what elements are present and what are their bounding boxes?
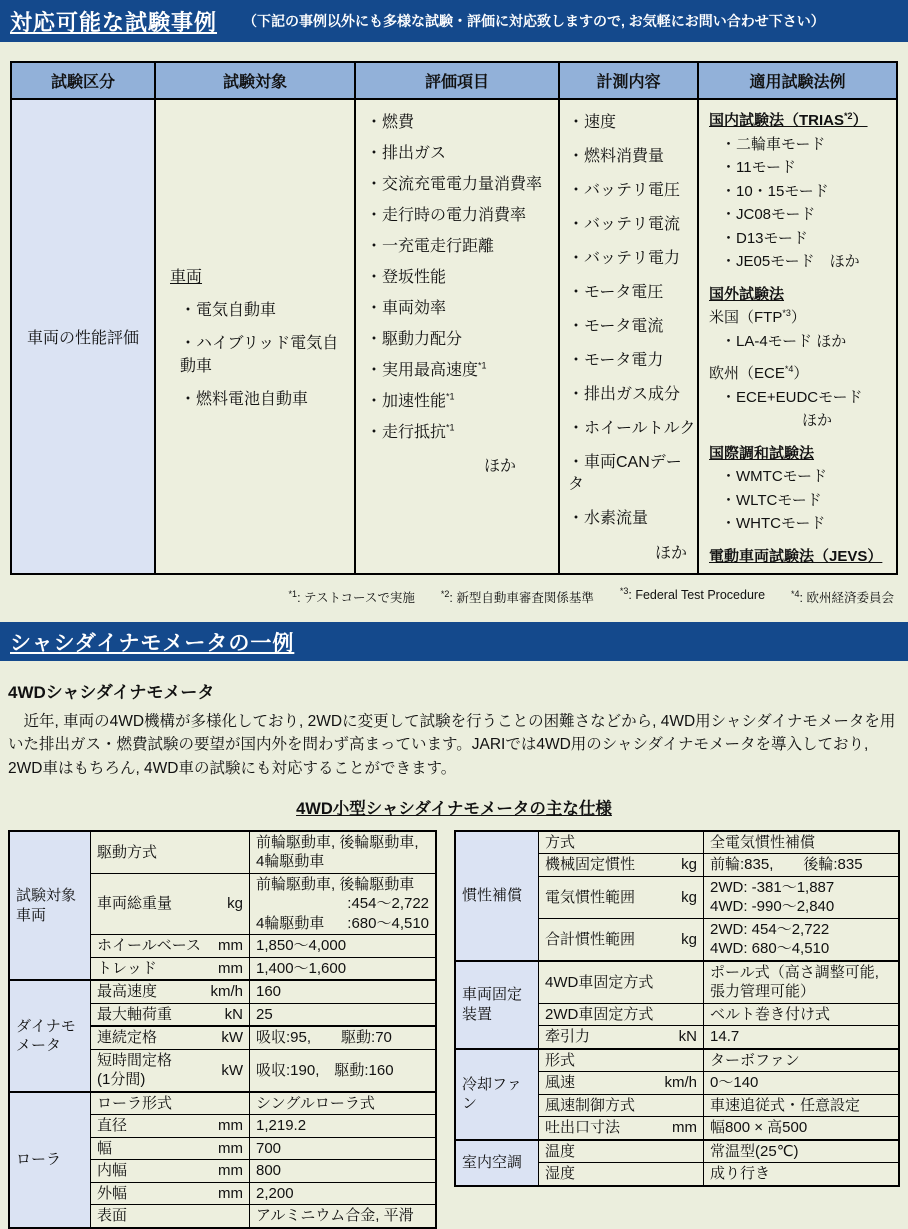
spec-attr-unit: mm [218, 1162, 243, 1180]
spec-attr-label: 湿度 [545, 1165, 576, 1183]
spec-table-title: 4WD小型シャシダイナモメータの主な仕様 [296, 799, 612, 818]
spec-attr [91, 1049, 250, 1092]
spec-value: 2WD: -381～1,887 4WD: -990～2,840 [704, 876, 899, 918]
footnote: $^{*2}$: 新型自動車審査関係基準 [440, 588, 594, 605]
measurement-item: ・バッテリ電流 [568, 216, 681, 233]
spec-attr-label: 短時間定格 (1分間) [97, 1051, 173, 1089]
test-target-cell [154, 100, 354, 573]
spec-attr [91, 935, 250, 958]
spec-value: 1,850～4,000 [250, 935, 437, 958]
section-paragraph: 近年, 車両の4WD機構が多様化しており, 2WDに変更して試験を行うことの困難さなどから, 4WD用シャシダイナモメータを用いた排出ガス・燃費試験の要望が国内外を問わず高まっています。JARIでは4WD用のシャシダイナモメータを導入しており, 2WD車はもちろん, 4WD車の試験にも対応することができます。 [8, 713, 896, 777]
measurement-item: ・速度 [568, 114, 617, 131]
spec-attr-unit: kW [221, 1061, 243, 1079]
test-method-entry: ・10・15モード [721, 182, 829, 200]
test-methods-cell [697, 100, 896, 573]
spec-row [9, 980, 436, 1003]
spec-attr-unit: mm [218, 1117, 243, 1135]
spec-attr-unit: kN [678, 1028, 698, 1046]
footnote: $^{*3}$: Federal Test Procedure [619, 585, 766, 602]
spec-attr-label: 吐出口寸法 [545, 1119, 621, 1137]
spec-value: 1,400～1,600 [250, 957, 437, 980]
spec-attr-label: ホイールベース [97, 937, 201, 955]
spec-attr [91, 873, 250, 935]
spec-attr-label: 直径 [97, 1117, 128, 1135]
test-method-entry: ・WMTCモード [721, 468, 828, 485]
test-method-entry: ・D13モード [721, 229, 808, 247]
evaluation-item: ・交流充電電力量消費率 [366, 176, 543, 193]
measurement-item: ・排出ガス成分 [568, 386, 681, 403]
spec-attr [91, 1182, 250, 1205]
measurement-item: ・モータ電力 [568, 352, 664, 369]
spec-value: 700 [250, 1137, 437, 1160]
spec-attr [539, 1003, 704, 1026]
spec-attr-label: 方式 [545, 833, 576, 851]
spec-attr-unit: kW [221, 1029, 243, 1047]
footnotes [0, 585, 908, 606]
measurement-item: ・バッテリ電圧 [568, 182, 681, 199]
spec-value: 前輪駆動車, 後輪駆動車 :454～2,722 4輪駆動車 :680～4,510 [250, 873, 437, 935]
spec-attr-label: 2WD車固定方式 [545, 1005, 654, 1023]
spec-attr-label: 連続定格 [97, 1029, 158, 1047]
spec-value: 160 [250, 980, 437, 1003]
spec-attr-label: 形式 [545, 1051, 576, 1069]
spec-attr-label: 駆動方式 [97, 843, 158, 861]
evaluation-item: ・駆動力配分 [366, 331, 463, 348]
measurement-items-cell [558, 100, 697, 573]
spec-value: 前輪駆動車, 後輪駆動車, 4輪駆動車 [250, 831, 437, 874]
spec-attr-unit: mm [672, 1119, 698, 1137]
spec-row [455, 831, 899, 854]
test-category-label: 車両の性能評価 [26, 330, 139, 347]
test-method-entry: ・WLTCモード [721, 491, 822, 509]
column-header: 評価項目 [354, 63, 558, 100]
spec-attr-label: 風速 [545, 1074, 576, 1092]
spec-value: 全電気慣性補償 [704, 831, 899, 854]
measurement-item: ・ホイールトルク [568, 420, 696, 437]
spec-row [455, 1140, 899, 1163]
evaluation-item: ・一充電走行距離 [366, 238, 495, 255]
spec-attr-label: 車両総重量 [97, 895, 173, 913]
banner-title: 対応可能な試験事例 [10, 9, 218, 35]
measurement-item: ・水素流量 [568, 510, 649, 527]
test-category-cell [12, 100, 154, 573]
spec-attr-unit: kg [227, 895, 243, 913]
test-table-header-row [12, 63, 896, 100]
spec-attr [539, 918, 704, 961]
test-method-entry: ・ECE+EUDCモード [721, 388, 863, 406]
spec-attr [539, 961, 704, 1004]
spec-attr-label: 合計慣性範囲 [545, 930, 636, 948]
measurement-item: ・モータ電圧 [568, 284, 664, 301]
spec-attr-unit: km/h [210, 983, 243, 1001]
measurement-item: ・燃料消費量 [568, 148, 665, 165]
spec-value: ポール式（高さ調整可能, 張力管理可能） [704, 961, 899, 1004]
spec-value: 前輪:835, 後輪:835 [704, 854, 899, 877]
spec-value: 常温型(25℃) [704, 1140, 899, 1163]
spec-group-label: 慣性補償 [455, 831, 539, 961]
test-target-item: ・電気自動車 [180, 302, 277, 319]
spec-attr-label: 機械固定慣性 [545, 856, 636, 874]
spec-attr-label: 電気慣性範囲 [545, 888, 636, 906]
test-method-entry: ・11モード [721, 159, 796, 176]
test-method-entry: 欧州（ECE$^{*4}$） [709, 364, 809, 382]
spec-attr [91, 1115, 250, 1138]
evaluation-item: ・車両効率 [366, 300, 447, 317]
spec-row [9, 831, 436, 874]
banner-test-examples [0, 0, 908, 42]
test-method-entry: 電動車両試験法（JEVS） [709, 547, 883, 565]
spec-attr-label: 内幅 [97, 1162, 128, 1180]
spec-row [9, 1092, 436, 1115]
spec-attr-label: 最高速度 [97, 983, 158, 1001]
spec-attr-label: 4WD車固定方式 [545, 973, 654, 991]
column-header: 適用試験法例 [697, 63, 896, 100]
spec-attr-unit: kg [681, 930, 698, 948]
test-target-title: 車両 [170, 269, 203, 286]
section-heading-4wd: 4WDシャシダイナモメータ [8, 683, 215, 702]
test-method-entry: ・二輪車モード [721, 135, 826, 153]
evaluation-more-label: ほか [483, 458, 516, 475]
test-method-entry: 国外試験法 [709, 285, 785, 303]
evaluation-item: ・燃費 [366, 114, 415, 131]
measurement-more-label: ほか [654, 545, 687, 562]
spec-value: 車速追従式・任意設定 [704, 1094, 899, 1117]
spec-value: 1,219.2 [250, 1115, 437, 1138]
spec-row [455, 1049, 899, 1072]
spec-value: アルミニウム合金, 平滑 [250, 1205, 437, 1228]
footnote: $^{*4}$: 欧州経済委員会 [791, 588, 894, 605]
spec-group-label: 試験対象 車両 [9, 831, 91, 981]
spec-value: 幅800 × 高500 [704, 1117, 899, 1140]
spec-group-label: ローラ [9, 1092, 91, 1228]
test-examples-table [10, 61, 898, 575]
spec-value: 0～140 [704, 1072, 899, 1095]
spec-attr [91, 831, 250, 874]
spec-attr-label: 表面 [97, 1207, 128, 1225]
spec-attr-unit: km/h [664, 1074, 698, 1092]
spec-attr [539, 831, 704, 854]
spec-value: 14.7 [704, 1026, 899, 1049]
spec-attr [91, 1205, 250, 1228]
test-method-entry: 国際調和試験法 [709, 444, 815, 462]
spec-tables [8, 830, 900, 1229]
test-table-body-row [12, 100, 896, 573]
test-target-items [170, 287, 354, 409]
column-header: 試験区分 [12, 63, 154, 100]
spec-attr [91, 1137, 250, 1160]
spec-attr [539, 1163, 704, 1186]
spec-value: ターボファン [704, 1049, 899, 1072]
spec-attr-unit: kg [681, 888, 698, 906]
test-method-entry: ・LA-4モード ほか [721, 332, 847, 350]
test-method-entry: 米国（FTP$^{*3}$） [709, 308, 806, 326]
evaluation-item: ・登坂性能 [366, 269, 447, 286]
test-method-entry: 国内試験法（TRIAS$^{*2}$） [709, 111, 868, 129]
spec-attr [539, 1049, 704, 1072]
spec-attr-unit: mm [218, 1139, 243, 1157]
measurement-item: ・車両CANデータ [568, 454, 682, 493]
footnote: $^{*1}$: テストコースで実施 [288, 588, 415, 605]
spec-attr-unit: kg [681, 856, 698, 874]
spec-attr [539, 854, 704, 877]
spec-attr [91, 1092, 250, 1115]
spec-attr-unit: kN [224, 1005, 243, 1023]
spec-attr-label: 最大軸荷重 [97, 1005, 173, 1023]
spec-value: 吸収:190, 駆動:160 [250, 1049, 437, 1092]
spec-attr [91, 1026, 250, 1049]
spec-attr [91, 1003, 250, 1026]
column-header: 計測内容 [558, 63, 697, 100]
column-header: 試験対象 [154, 63, 354, 100]
spec-value: 吸収:95, 駆動:70 [250, 1026, 437, 1049]
spec-attr-label: 牽引力 [545, 1028, 591, 1046]
spec-attr [539, 1094, 704, 1117]
test-method-entry: ・WHTCモード [721, 515, 826, 532]
evaluation-item: ・走行抵抗$^{*1}$ [366, 422, 455, 441]
spec-value: シングルローラ式 [250, 1092, 437, 1115]
spec-value: ベルト巻き付け式 [704, 1003, 899, 1026]
spec-attr-label: 風速制御方式 [545, 1096, 636, 1114]
spec-group-label: 室内空調 [455, 1140, 539, 1186]
spec-attr-label: ローラ形式 [97, 1094, 173, 1112]
spec-attr [539, 1072, 704, 1095]
evaluation-item: ・実用最高速度$^{*1}$ [366, 360, 487, 379]
spec-group-label: 冷却ファン [455, 1049, 539, 1140]
test-method-entry: ・JE05モード ほか [721, 253, 860, 270]
test-target-item: ・ハイブリッド電気自動車 [180, 335, 339, 375]
spec-row [455, 961, 899, 1004]
banner-note: （下記の事例以外にも多様な試験・評価に対応致しますので, お気軽にお問い合わせ下さい） [243, 13, 825, 29]
spec-value: 800 [250, 1160, 437, 1183]
spec-attr [539, 1140, 704, 1163]
spec-attr-label: トレッド [97, 959, 157, 977]
spec-group-label: ダイナモ メータ [9, 980, 91, 1092]
evaluation-item: ・走行時の電力消費率 [366, 207, 527, 224]
spec-table-left [8, 830, 437, 1229]
evaluation-item: ・加速性能$^{*1}$ [366, 391, 455, 410]
spec-attr-unit: mm [218, 1184, 243, 1202]
spec-attr [539, 876, 704, 918]
evaluation-items-cell [354, 100, 558, 573]
spec-value: 2WD: 454～2,722 4WD: 680～4,510 [704, 918, 899, 961]
banner-title: シャシダイナモメータの一例 [10, 631, 295, 655]
spec-attr [539, 1117, 704, 1140]
test-target-item: ・燃料電池自動車 [180, 391, 309, 408]
spec-attr-label: 温度 [545, 1142, 576, 1160]
spec-value: 2,200 [250, 1182, 437, 1205]
evaluation-item: ・排出ガス [366, 145, 447, 162]
test-method-entry: ほか [801, 412, 832, 429]
spec-group-label: 車両固定 装置 [455, 961, 539, 1049]
spec-table-right [454, 830, 900, 1187]
spec-attr [91, 980, 250, 1003]
spec-value: 25 [250, 1003, 437, 1026]
measurement-item: ・バッテリ電力 [568, 250, 681, 267]
spec-attr [539, 1026, 704, 1049]
banner-chassis-dynamometer [0, 622, 908, 661]
measurement-item: ・モータ電流 [568, 318, 664, 335]
spec-attr-label: 幅 [97, 1139, 113, 1157]
spec-value: 成り行き [704, 1163, 899, 1186]
spec-attr [91, 1160, 250, 1183]
spec-attr-unit: mm [218, 937, 243, 955]
test-method-entry: ・JC08モード [721, 206, 816, 223]
spec-attr [91, 957, 250, 980]
spec-attr-label: 外幅 [97, 1184, 128, 1202]
spec-attr-unit: mm [218, 959, 243, 977]
